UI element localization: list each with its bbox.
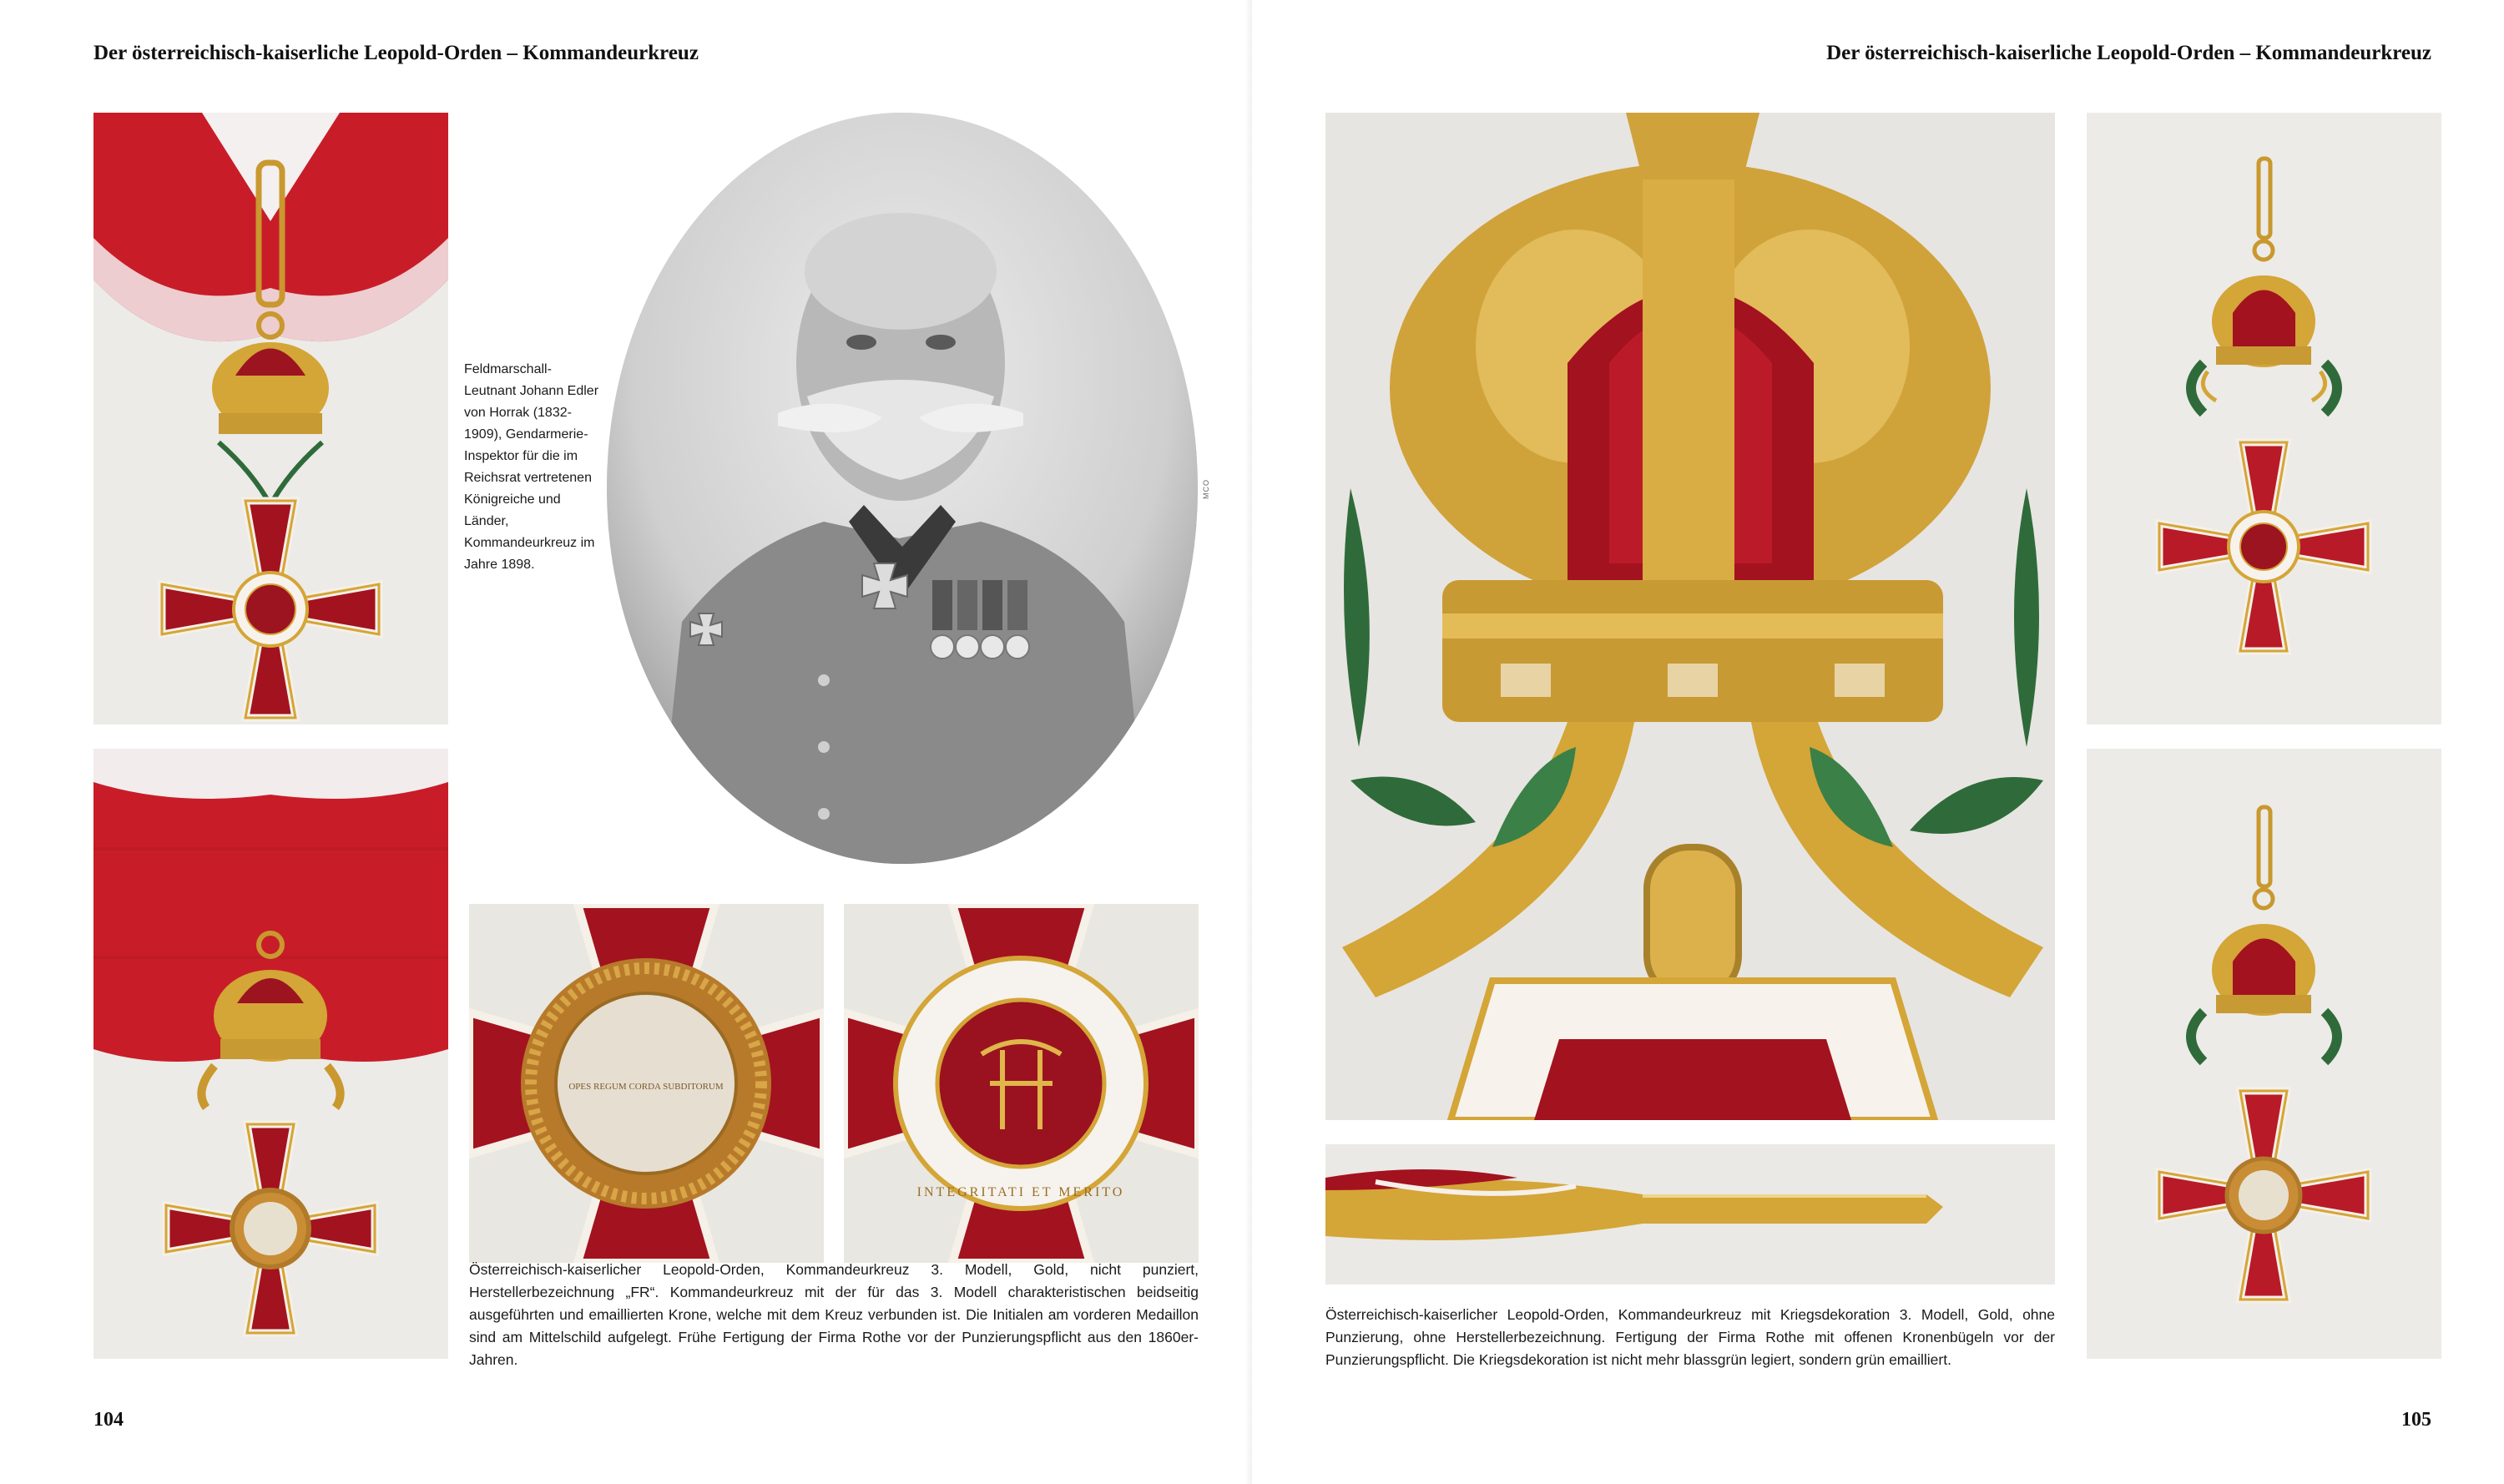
photo-crown-closeup	[1325, 113, 2055, 1120]
photo-cross-war-decoration-front	[2087, 113, 2441, 724]
photo-cross-front-with-ribbon	[93, 113, 448, 724]
running-head-left: Der österreichisch-kaiserliche Leopold-Orden – Kommandeurkreuz	[93, 42, 699, 64]
photo-cross-reverse-with-ribbon	[93, 749, 448, 1359]
page-number-left: 104	[93, 1409, 124, 1431]
right-page	[1252, 0, 2504, 1484]
portrait-credit: MCO	[1202, 479, 1210, 499]
page-number-right: 105	[2401, 1409, 2431, 1431]
caption-left-main: Österreichisch-kaiserlicher Leopold-Orden, Kommandeurkreuz 3. Modell, Gold, nicht punziert, Herstellerbezeichnung „FR“. Kommandeurkreuz mit der für das 3. Modell charakteristischen beidseitig ausgeführten und emaillierten Krone, welche mit dem Kreuz verbunden ist. Die Initialen am vorderen Medaillon sind am Mittelschild aufgelegt. Frühe Fertigung der Firma Rothe vor der Punzierungspflicht aus den 1860er-Jahren.	[469, 1261, 1199, 1368]
medallion-reverse-inscription: OPES REGUM CORDA SUBDITORUM	[568, 1082, 724, 1092]
photo-cross-side-profile	[1325, 1144, 2055, 1285]
caption-right-main: Österreichisch-kaiserlicher Leopold-Orden, Kommandeurkreuz mit Kriegsdekoration 3. Modell, Gold, ohne Punzierung, ohne Herstellerbezeichnung. Fertigung der Firma Rothe mit offenen Kronenbügeln vor der Punzierungspflicht. Die Kriegsdekoration ist nicht mehr blassgrün legiert, sondern grün emailliert.	[1325, 1306, 2055, 1368]
photo-medallion-reverse-closeup	[469, 904, 824, 1263]
medallion-obverse-inscription: INTEGRITATI ET MERITO	[916, 1185, 1125, 1199]
photo-medallion-obverse-closeup	[844, 904, 1199, 1263]
photo-cross-war-decoration-reverse	[2087, 749, 2441, 1359]
portrait-photo-oval	[607, 113, 1198, 864]
running-head-right: Der österreichisch-kaiserliche Leopold-Orden – Kommandeurkreuz	[1826, 42, 2431, 64]
portrait-caption: Feldmarschall-Leutnant Johann Edler von Horrak (1832-1909), Gendarmerie-Inspektor für die im Reichsrat vertretenen Königreiche und Länder, Kommandeurkreuz im Jahre 1898.	[464, 362, 599, 572]
